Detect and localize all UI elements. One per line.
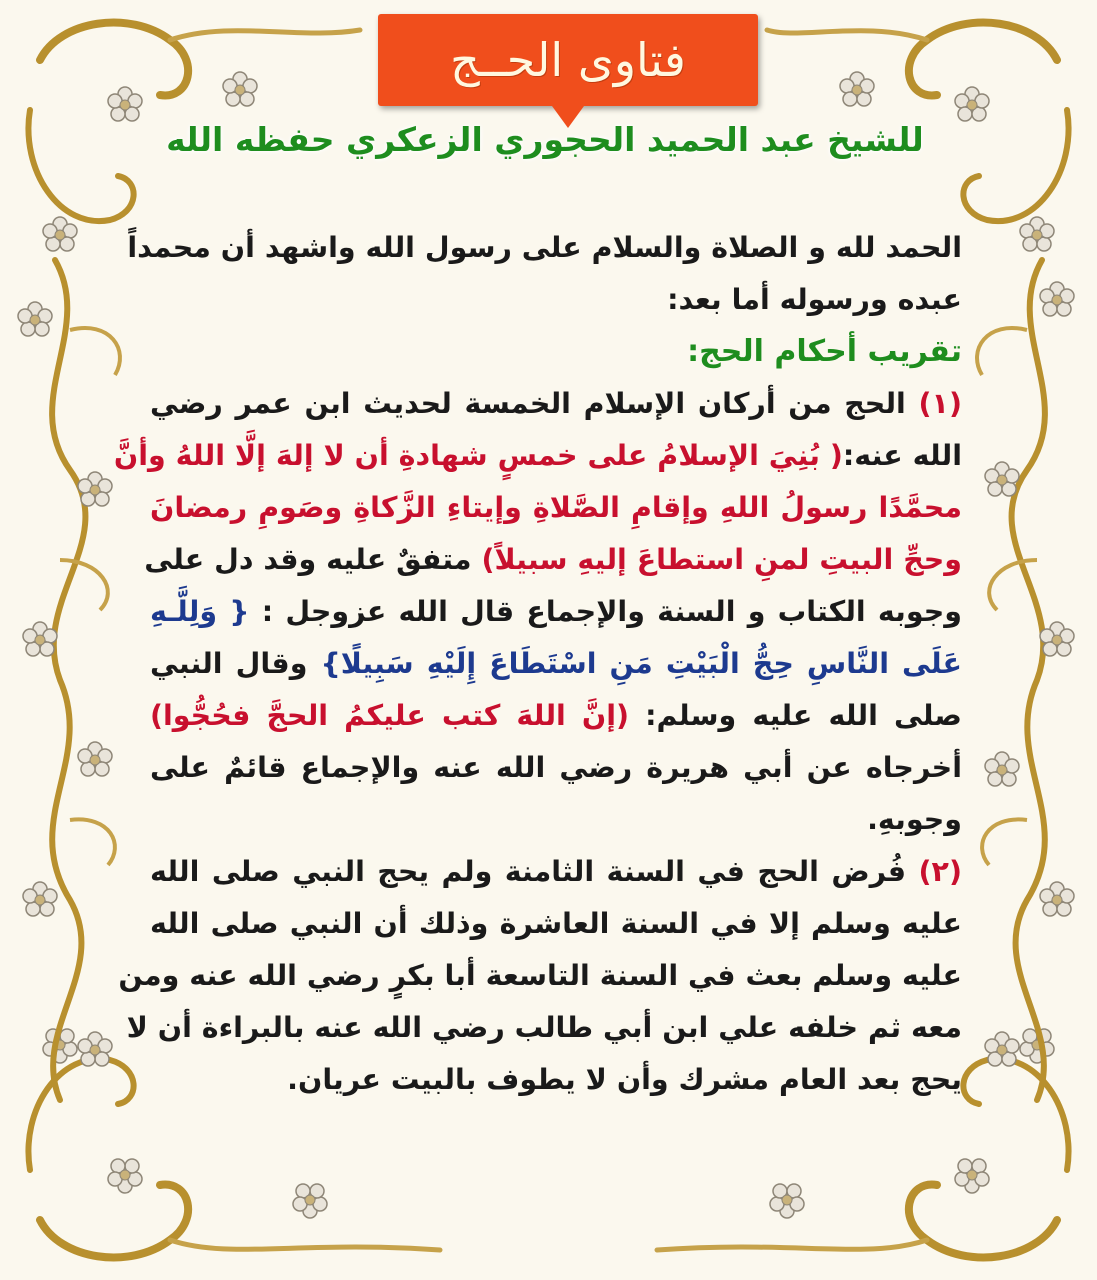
side-ornament-left bbox=[18, 260, 120, 1100]
paragraph-line bbox=[150, 690, 962, 742]
hadith-quote: وحجِّ البيتِ لمنِ استطاعَ إليهِ سبيلاً) bbox=[481, 543, 962, 576]
intro-line: عبده ورسوله أما بعد: bbox=[667, 283, 962, 316]
fatwa-body bbox=[113, 222, 962, 1106]
text-span: وجوبه الكتاب و السنة والإجماع قال الله عزوجل : bbox=[261, 595, 962, 628]
text-span: صلى الله عليه وسلم: bbox=[645, 699, 962, 732]
text-span: وقال النبي bbox=[150, 647, 308, 680]
text-span: الله عنه: bbox=[842, 439, 962, 472]
hadith-quote: ( بُنِيَ الإسلامُ على خمسٍ شهادةِ أن لا إلهَ إلَّا اللهُ وأنَّ bbox=[113, 439, 843, 472]
section-heading: تقريب أحكام الحج: bbox=[687, 334, 962, 369]
paragraph-line: وجوبهِ. bbox=[867, 803, 962, 836]
paragraph-line: معه ثم خلفه علي ابن أبي طالب رضي الله عنه بالبراءة أن لا bbox=[126, 1011, 962, 1044]
hadith-quote: (إنَّ اللهَ كتب عليكمُ الحجَّ فحُجُّوا) bbox=[150, 699, 630, 732]
paragraph-line bbox=[150, 586, 962, 638]
text-span: الحج من أركان الإسلام الخمسة لحديث ابن عمر رضي bbox=[150, 387, 906, 420]
item-number: (٢) bbox=[918, 855, 962, 888]
paragraph-line bbox=[144, 534, 962, 586]
paragraph-line: يحج بعد العام مشرك وأن لا يطوف بالبيت عريان. bbox=[287, 1063, 962, 1096]
title-banner bbox=[378, 14, 758, 106]
author-subtitle: للشيخ عبد الحميد الحجوري الزعكري حفظه الله bbox=[166, 120, 924, 159]
intro-line: الحمد لله و الصلاة والسلام على رسول الله واشهد أن محمداً bbox=[127, 231, 962, 264]
page-title: فتاوى الحــج bbox=[450, 33, 686, 87]
paragraph-line: عليه وسلم إلا في السنة العاشرة وذلك أن النبي صلى الله bbox=[150, 907, 962, 940]
text-span: متفقٌ عليه وقد دل على bbox=[144, 543, 472, 576]
paragraph-line bbox=[150, 846, 962, 898]
quran-verse: عَلَى النَّاسِ حِجُّ الْبَيْتِ مَنِ اسْتَطَاعَ إِلَيْهِ سَبِيلًا} bbox=[320, 647, 962, 680]
quran-verse: { وَلِلَّـهِ bbox=[150, 595, 250, 628]
hadith-quote: محمَّدًا رسولُ اللهِ وإقامِ الصَّلاةِ وإيتاءِ الزَّكاةِ وصَومِ رمضانَ bbox=[150, 491, 962, 524]
paragraph-line bbox=[150, 638, 962, 690]
text-span: فُرض الحج في السنة الثامنة ولم يحج النبي صلى الله bbox=[150, 855, 907, 888]
paragraph-line bbox=[113, 430, 962, 482]
paragraph-line: أخرجاه عن أبي هريرة رضي الله عنه والإجماع قائمٌ على bbox=[150, 751, 962, 784]
paragraph-line: عليه وسلم بعث في السنة التاسعة أبا بكرٍ رضي الله عنه ومن bbox=[118, 959, 962, 992]
item-number: (١) bbox=[918, 387, 962, 420]
side-ornament-right bbox=[977, 260, 1074, 1100]
paragraph-line bbox=[150, 378, 962, 430]
